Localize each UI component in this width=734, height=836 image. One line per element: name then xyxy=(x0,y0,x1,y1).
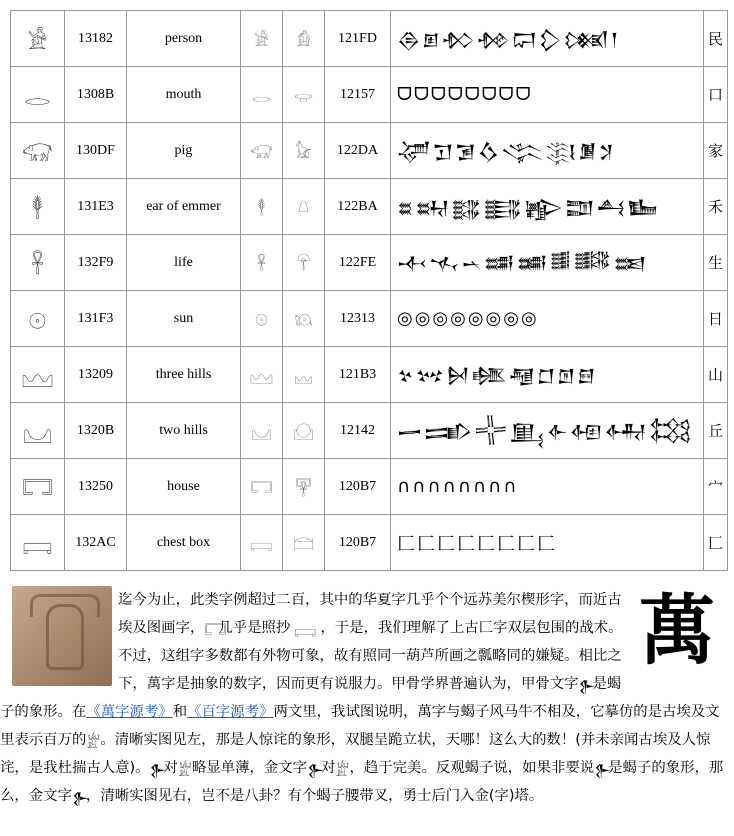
unicode-cell: 120B7 xyxy=(325,459,391,515)
code-cell: 13250 xyxy=(65,459,127,515)
sign-cell: 𓃟 xyxy=(241,123,283,179)
oracle-scorpion-icon: 𒉿 xyxy=(594,761,612,780)
hanzi-cell: 山 xyxy=(704,347,728,403)
table-row xyxy=(11,123,728,179)
meaning-cell: two hills xyxy=(127,403,241,459)
article-text xyxy=(0,586,728,810)
unicode-cell: 122FE xyxy=(325,235,391,291)
million-glyph-icon: 𓁨 xyxy=(335,761,350,780)
code-cell: 130DF xyxy=(65,123,127,179)
sign-cell: 𓇣 xyxy=(241,179,283,235)
variants-cell: 𒊺𒊻𒊼𒊽𒊾𒊿𒋀𒋁 xyxy=(391,179,704,235)
code-cell: 131F3 xyxy=(65,291,127,347)
unicode-cell: 12313 xyxy=(325,291,391,347)
text-run: 是蝎子的象形，那么，金文字 xyxy=(0,760,724,804)
text-run: 和 xyxy=(172,704,188,720)
sign-alt-cell: 𓈊 xyxy=(283,347,325,403)
hieroglyph-cell: 𓈉 xyxy=(11,347,65,403)
meaning-cell: mouth xyxy=(127,67,241,123)
oracle-scorpion-icon: 𒉿 xyxy=(578,677,596,696)
meaning-cell: ear of emmer xyxy=(127,179,241,235)
bronze-scorpion-icon: 𒉿 xyxy=(307,761,325,780)
unicode-cell: 122BA xyxy=(325,179,391,235)
unicode-cell: 121B3 xyxy=(325,347,391,403)
unicode-cell: 120B7 xyxy=(325,515,391,571)
right-float-spacer xyxy=(630,586,728,678)
sign-alt-cell: 𓇴 xyxy=(283,291,325,347)
hieroglyph-cell: 𓇳 xyxy=(11,291,65,347)
hanzi-cell: 日 xyxy=(704,291,728,347)
sign-cell: 𓉐 xyxy=(241,459,283,515)
hanzi-cell: 匚 xyxy=(704,515,728,571)
code-cell: 132AC xyxy=(65,515,127,571)
left-float-spacer xyxy=(0,586,118,686)
house-glyph-icon: 𓉐 xyxy=(204,621,227,640)
text-run: 。清晰实图见左，那是人惊诧的象形，双腿呈跪立状，天哪！这么大的数！(并未亲闻古埃及人惊诧，是我杜揣古人意)。 xyxy=(0,732,711,776)
link-wan-zi-yuan-kao[interactable]: 《萬字源考》 xyxy=(86,704,173,720)
hieroglyph-cell: 𓇣 xyxy=(11,179,65,235)
bronze-scorpion-image: 萬 xyxy=(639,586,715,675)
sign-cell: 𓈋 xyxy=(241,403,283,459)
meaning-cell: pig xyxy=(127,123,241,179)
hieroglyph-cell: 𓈋 xyxy=(11,403,65,459)
hieroglyph-cell: 𓂋 xyxy=(11,67,65,123)
table-row xyxy=(11,235,728,291)
sign-cell: 𓂋 xyxy=(241,67,283,123)
sign-alt-cell: 𓊭 xyxy=(283,515,325,571)
unicode-cell: 12157 xyxy=(325,67,391,123)
table-row xyxy=(11,403,728,459)
variants-cell: ◎◎◎◎◎◎◎◎ xyxy=(391,291,704,347)
table-row xyxy=(11,179,728,235)
variants-cell: 𒋾𒋿𒌀𒌁𒌂𒌃𒌄𒌅 xyxy=(391,235,704,291)
variants-cell: 匚匚匚匚匚匚匚匚 xyxy=(391,515,704,571)
unicode-cell: 121FD xyxy=(325,11,391,67)
bronze-scorpion-icon: 𒉿 xyxy=(71,789,90,808)
text-run: 对 xyxy=(163,760,178,776)
meaning-cell: house xyxy=(127,459,241,515)
text-run: 两文里，我试图说明，萬字与蝎子风马牛不相及，它摹仿的是古埃及文里表示百万的 xyxy=(0,704,720,748)
text-run: ，于是，我们理解了上古匚字双层包围的战术。不过，这组字多数都有外物可象，故有照同一葫芦所画之瓢略同的嫌疑。相比之下，萬字是抽象的数字，因而更有说服力。甲骨学界普遍认为，甲骨文字 xyxy=(118,620,623,692)
text-run: 对 xyxy=(321,760,336,776)
hieroglyph-cell: 𓊬 xyxy=(11,515,65,571)
link-bai-zi-yuan-kao[interactable]: 《百字源考》 xyxy=(187,704,274,720)
code-cell: 131E3 xyxy=(65,179,127,235)
code-cell: 132F9 xyxy=(65,235,127,291)
hieroglyph-cell: 𓃟 xyxy=(11,123,65,179)
sign-cell: 𓈉 xyxy=(241,347,283,403)
meaning-cell: person xyxy=(127,11,241,67)
meaning-cell: life xyxy=(127,235,241,291)
sign-cell: 𓊬 xyxy=(241,515,283,571)
text-run: 略显单薄，金文字 xyxy=(191,760,308,776)
hanzi-cell: 生 xyxy=(704,235,728,291)
variants-cell: 𒆳𒆴𒆵𒆶𒆷𒆸𒆹𒆺 xyxy=(391,347,704,403)
oracle-scorpion-icon: 𒉿 xyxy=(149,761,167,780)
meaning-cell: sun xyxy=(127,291,241,347)
table-row xyxy=(11,67,728,123)
variants-cell: 𒋚𒋛𒋜𒋝𒋞𒋟𒋠𒋡 xyxy=(391,123,704,179)
unicode-cell: 12142 xyxy=(325,403,391,459)
code-cell: 13209 xyxy=(65,347,127,403)
unicode-cell: 122DA xyxy=(325,123,391,179)
text-run: ，清晰实图见右，岂不是八卦？有个蝎子腰带叉，勇士后门入金(字)塔。 xyxy=(85,788,544,804)
hieroglyph-cell: 𓀀 xyxy=(11,11,65,67)
sign-alt-cell: 𓂌 xyxy=(283,67,325,123)
meaning-cell: chest box xyxy=(127,515,241,571)
variants-cell: 𒅂𒅃𒅄𒅅𒅆𒅇𒅈𒅉 xyxy=(391,403,704,459)
table-row xyxy=(11,291,728,347)
text-run: 迄今为止，此类字例超过二百，其中的华夏字几乎个个远苏美尔楔形字，而近古埃及图画字， xyxy=(118,592,622,636)
sign-alt-cell: 𓇤 xyxy=(283,179,325,235)
sign-cell: 𓋹 xyxy=(241,235,283,291)
hanzi-cell: 家 xyxy=(704,123,728,179)
code-cell: 13182 xyxy=(65,11,127,67)
hanzi-cell: 宀 xyxy=(704,459,728,515)
table-row xyxy=(11,347,728,403)
sign-alt-cell: 𓃠 xyxy=(283,123,325,179)
sign-cell: 𓇳 xyxy=(241,291,283,347)
hanzi-cell: 民 xyxy=(704,11,728,67)
hanzi-cell: 禾 xyxy=(704,179,728,235)
code-cell: 1320B xyxy=(65,403,127,459)
sign-alt-cell: 𓈌 xyxy=(283,403,325,459)
variants-cell: ∩∩∩∩∩∩∩∩ xyxy=(391,459,704,515)
sign-alt-cell: 𓋺 xyxy=(283,235,325,291)
hieroglyph-cell: 𓉐 xyxy=(11,459,65,515)
table-row xyxy=(11,515,728,571)
glyph-comparison-table xyxy=(10,10,728,571)
hanzi-cell: 口 xyxy=(704,67,728,123)
variants-cell: 𒁲𒁳𒁴𒁵𒁶𒁷𒁸𒁹 xyxy=(391,11,704,67)
sign-alt-cell: 𓀁 xyxy=(283,11,325,67)
text-run: 几乎是照抄 xyxy=(218,620,291,636)
box-glyph-icon: 𓊬 xyxy=(294,621,317,640)
variants-cell: ᗜᗜᗜᗜᗜᗜᗜᗜ xyxy=(391,67,704,123)
text-run: 是蝎子的象形。在 xyxy=(0,676,622,720)
meaning-cell: three hills xyxy=(127,347,241,403)
million-glyph-icon: 𓁨 xyxy=(178,761,192,780)
sign-cell: 𓀀 xyxy=(241,11,283,67)
hieroglyph-cell: 𓋹 xyxy=(11,235,65,291)
table-row xyxy=(11,459,728,515)
table-row xyxy=(11,11,728,67)
text-run: ，趋于完美。反观蝎子说，如果非要说 xyxy=(349,760,595,776)
code-cell: 1308B xyxy=(65,67,127,123)
sign-alt-cell: 𓉑 xyxy=(283,459,325,515)
million-glyph-icon: 𓁨 xyxy=(86,733,101,752)
hanzi-cell: 丘 xyxy=(704,403,728,459)
